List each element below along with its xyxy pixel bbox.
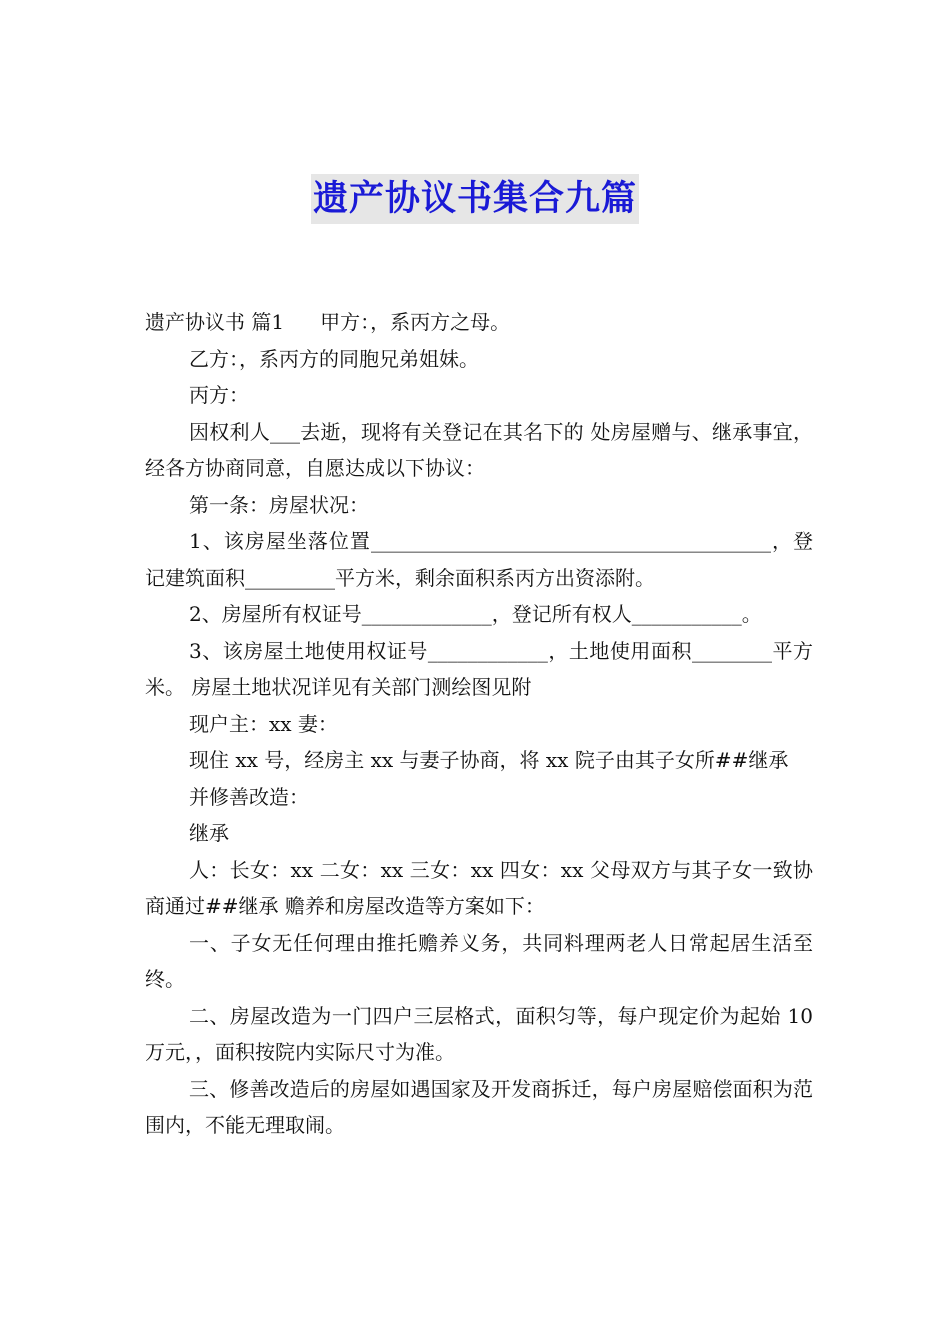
title-container xyxy=(0,174,950,224)
paragraph: 二、房屋改造为一门四户三层格式，面积匀等，每户现定价为起始 10 万元，，面积按院内实际尺寸为准。 xyxy=(145,1003,813,1064)
first-paragraph xyxy=(145,304,813,341)
paragraph: 1、该房屋坐落位置________________________________________，登记建筑面积_________平方米，剩余面积系丙方出资添附。 xyxy=(145,529,813,590)
paragraph: 三、修善改造后的房屋如遇国家及开发商拆迁，每户房屋赔偿面积为范围内，不能无理取闹。 xyxy=(145,1076,813,1137)
paragraph: 并修善改造： xyxy=(189,784,309,809)
paragraph: 因权利人___去逝，现将有关登记在其名下的 处房屋赠与、继承事宜，经各方协商同意，自愿达成以下协议： xyxy=(145,419,813,480)
document-body xyxy=(145,304,813,1144)
paragraph: 乙方：，系丙方的同胞兄弟姐妹。 xyxy=(189,346,479,371)
section-heading: 遗产协议书 篇1 xyxy=(145,310,285,334)
paragraph: 继承 xyxy=(189,821,229,845)
paragraph: 一、子女无任何理由推托赡养义务，共同料理两老人日常起居生活至终。 xyxy=(145,930,813,991)
paragraph: 现户主：xx 妻： xyxy=(189,711,338,736)
first-paragraph-text: 甲方：，系丙方之母。 xyxy=(320,310,511,334)
paragraph: 现住 xx 号，经房主 xx 与妻子协商，将 xx 院子由其子女所##继承 xyxy=(189,748,789,772)
paragraph: 人：长女：xx 二女：xx 三女：xx 四女：xx 父母双方与其子女一致协商通过##继承 赡养和房屋改造等方案如下： xyxy=(145,857,813,918)
paragraph: 丙方： xyxy=(189,383,249,407)
paragraph: 第一条：房屋状况： xyxy=(189,492,369,517)
paragraph: 2、房屋所有权证号_____________，登记所有权人___________。 xyxy=(189,602,762,626)
document-title: 遗产协议书集合九篇 xyxy=(311,174,639,224)
paragraph: 3、该房屋土地使用权证号____________，土地使用面积________平方米。 房屋土地状况详见有关部门测绘图见附 xyxy=(145,638,813,699)
